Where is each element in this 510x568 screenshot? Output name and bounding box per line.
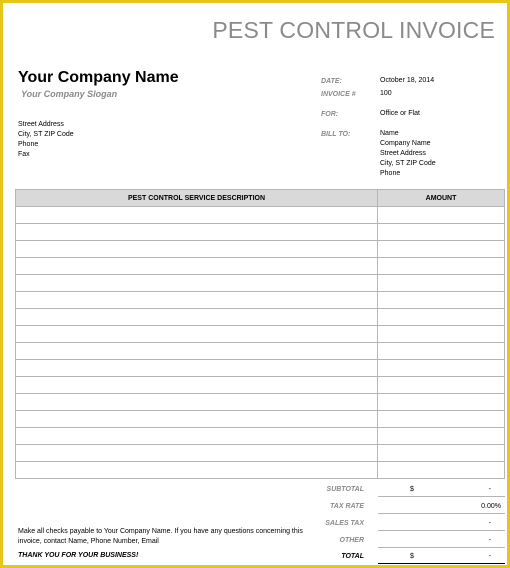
description-cell[interactable] [16, 258, 378, 275]
table-row [16, 394, 505, 411]
description-cell[interactable] [16, 394, 378, 411]
tax-rate-label: TAX RATE [330, 503, 364, 510]
description-cell[interactable] [16, 224, 378, 241]
description-cell[interactable] [16, 445, 378, 462]
amount-cell[interactable] [378, 258, 505, 275]
total-value: - [488, 553, 491, 560]
amount-cell[interactable] [378, 241, 505, 258]
table-row [16, 343, 505, 360]
table-body [16, 207, 505, 479]
sales-tax-cell [378, 517, 505, 531]
sales-tax-value: - [488, 520, 491, 527]
description-cell[interactable] [16, 309, 378, 326]
table-row [16, 411, 505, 428]
amount-cell[interactable] [378, 275, 505, 292]
amount-header: AMOUNT [378, 190, 505, 207]
amount-cell[interactable] [378, 411, 505, 428]
description-cell[interactable] [16, 207, 378, 224]
table-row [16, 445, 505, 462]
table-row [16, 241, 505, 258]
table-row [16, 360, 505, 377]
total-currency: $ [410, 553, 414, 560]
description-cell[interactable] [16, 343, 378, 360]
thank-you-message: THANK YOU FOR YOUR BUSINESS! [18, 552, 139, 559]
sales-tax-label: SALES TAX [325, 520, 364, 527]
amount-cell[interactable] [378, 377, 505, 394]
payment-note: Make all checks payable to Your Company Name. If you have any questions concerning this invoice, contact Name, Phone Number, Email [18, 528, 303, 545]
table-row [16, 326, 505, 343]
amount-cell[interactable] [378, 292, 505, 309]
amount-cell[interactable] [378, 326, 505, 343]
amount-cell[interactable] [378, 309, 505, 326]
description-header: PEST CONTROL SERVICE DESCRIPTION [16, 190, 378, 207]
table-row [16, 275, 505, 292]
company-address [18, 120, 74, 160]
description-cell[interactable] [16, 462, 378, 479]
description-cell[interactable] [16, 411, 378, 428]
amount-cell[interactable] [378, 445, 505, 462]
amount-cell[interactable] [378, 462, 505, 479]
table-row [16, 224, 505, 241]
description-cell[interactable] [16, 360, 378, 377]
description-cell[interactable] [16, 326, 378, 343]
subtotal-value: - [488, 486, 491, 493]
table-row [16, 292, 505, 309]
date-value[interactable]: October 18, 2014 [380, 77, 435, 84]
bill-to-line[interactable]: Street Address [380, 150, 426, 157]
description-cell[interactable] [16, 428, 378, 445]
invoice-number-label: INVOICE # [321, 91, 356, 98]
total-label: TOTAL [341, 553, 364, 560]
subtotal-cell [378, 483, 505, 497]
subtotal-currency: $ [410, 486, 414, 493]
description-cell[interactable] [16, 292, 378, 309]
amount-cell[interactable] [378, 343, 505, 360]
other-label: OTHER [339, 537, 364, 544]
description-cell[interactable] [16, 377, 378, 394]
bill-to-line[interactable]: City, ST ZIP Code [380, 160, 436, 167]
bill-to-line[interactable]: Name [380, 130, 399, 137]
date-label: DATE: [321, 78, 342, 85]
for-label: FOR: [321, 111, 339, 118]
table-row [16, 309, 505, 326]
service-table [15, 189, 505, 479]
bill-to-label: BILL TO: [321, 131, 351, 138]
tax-rate-value[interactable]: 0.00% [481, 503, 501, 510]
bill-to-line[interactable]: Company Name [380, 140, 431, 147]
amount-cell[interactable] [378, 207, 505, 224]
amount-cell[interactable] [378, 428, 505, 445]
for-value[interactable]: Office or Flat [380, 110, 420, 117]
address-line[interactable]: Fax [18, 151, 30, 158]
address-line[interactable]: City, ST ZIP Code [18, 131, 74, 138]
subtotal-label: SUBTOTAL [326, 486, 364, 493]
table-header-row [16, 190, 505, 207]
bill-to-block [380, 129, 436, 179]
table-row [16, 258, 505, 275]
other-cell[interactable] [378, 534, 505, 548]
table-row [16, 462, 505, 479]
company-slogan[interactable]: Your Company Slogan [21, 89, 118, 99]
amount-cell[interactable] [378, 224, 505, 241]
invoice-number-value[interactable]: 100 [380, 90, 392, 97]
description-cell[interactable] [16, 275, 378, 292]
company-name[interactable]: Your Company Name [18, 69, 179, 86]
table-row [16, 207, 505, 224]
table-row [16, 377, 505, 394]
address-line[interactable]: Street Address [18, 121, 64, 128]
other-value[interactable]: - [488, 537, 491, 544]
description-cell[interactable] [16, 241, 378, 258]
bill-to-line[interactable]: Phone [380, 170, 401, 177]
tax-rate-cell[interactable] [378, 500, 505, 514]
total-cell [378, 550, 505, 564]
amount-cell[interactable] [378, 360, 505, 377]
table-row [16, 428, 505, 445]
address-line[interactable]: Phone [18, 141, 39, 148]
invoice-title: PEST CONTROL INVOICE [212, 17, 495, 43]
amount-cell[interactable] [378, 394, 505, 411]
